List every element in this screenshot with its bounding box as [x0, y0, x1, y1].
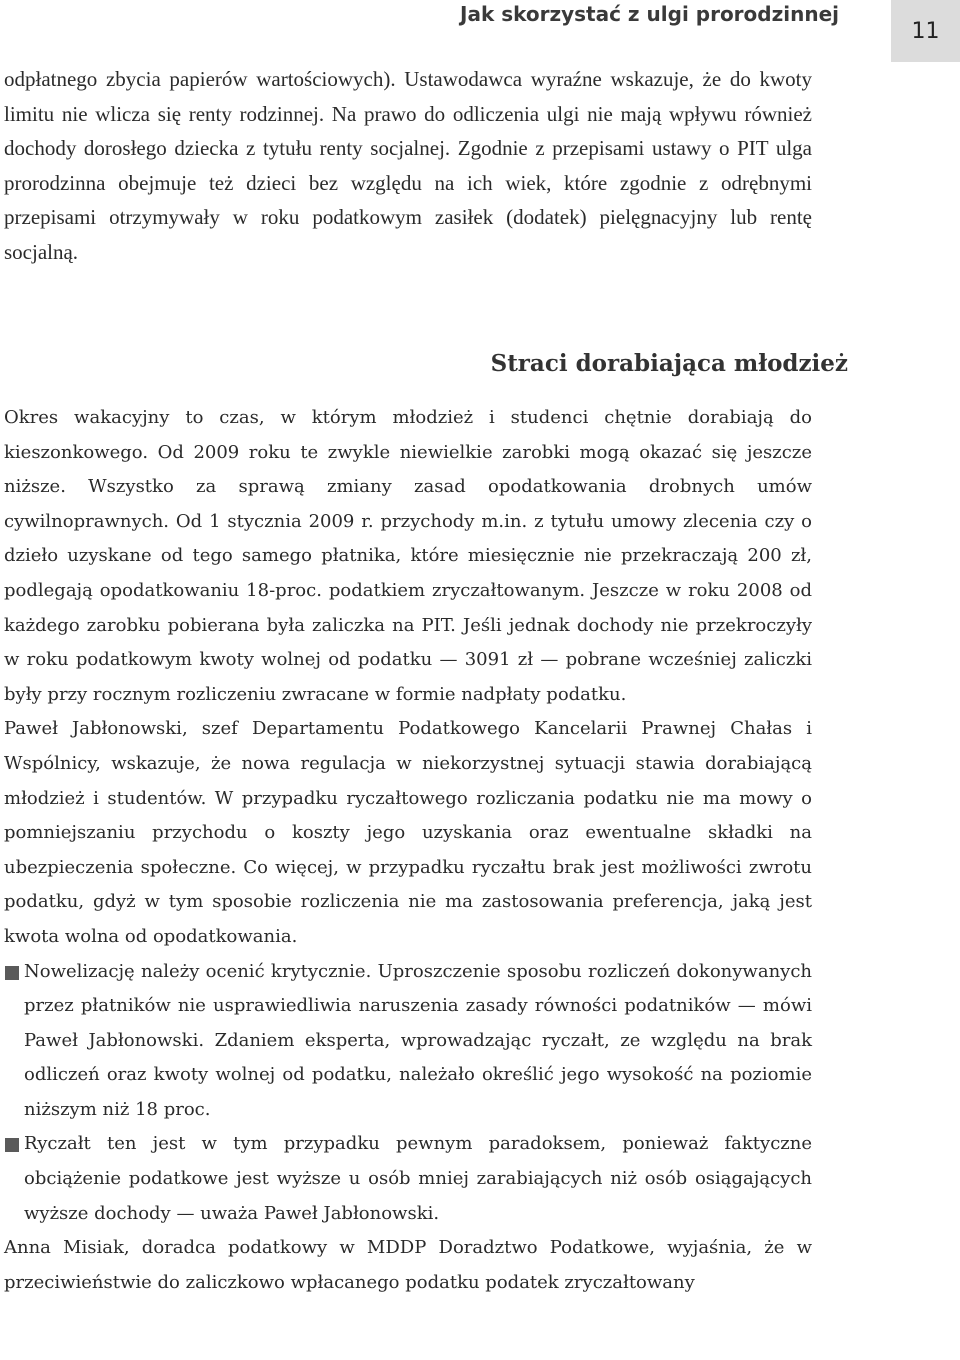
paragraph: Anna Misiak, doradca podatkowy w MDDP Doradztwo Podatkowe, wyjaśnia, że w przeciwieństwie do zaliczkowo wpłacanego podatku podatek zryczałtowany	[4, 1237, 812, 1293]
intro-paragraph: odpłatnego zbycia papierów wartościowych). Ustawodawca wyraźne wskazuje, że do kwoty limitu nie wlicza się renty rodzinnej. Na prawo do odliczenia ulgi nie mają wpływu również dochody dorosłego dziecka z tytułu renty socjalnej. Zgodnie z przepisami ustawy o PIT ulga prorodzinna obejmuje też dzieci bez względu na ich wiek, które zgodnie z odrębnymi przepisami otrzymywały w roku podatkowym zasiłek (dodatek) pielęgnacyjny lub rentę socjalną.	[4, 67, 812, 264]
section-body	[4, 401, 812, 1300]
page-number-tab	[891, 0, 960, 62]
running-header-title: Jak skorzystać z ulgi prorodzinnej	[460, 2, 839, 26]
bullet-square-icon	[5, 966, 19, 980]
bullet-text: Nowelizację należy ocenić krytycznie. Uproszczenie sposobu rozliczeń dokonywanych przez płatników nie usprawiedliwia naruszenia zasady równości podatników — mówi Paweł Jabłonowski. Zdaniem eksperta, wprowadzając ryczałt, ze względu na brak odliczeń oraz kwoty wolnej od podatku, należało określić jego wysokość na poziomie niższym niż 18 proc.	[24, 960, 812, 1120]
bullet-item	[4, 1127, 812, 1231]
intro-text	[4, 62, 812, 270]
page-number: 11	[911, 18, 940, 44]
bullet-text: Ryczałt ten jest w tym przypadku pewnym paradoksem, ponieważ faktyczne obciążenie podatkowe jest wyższe u osób mniej zarabiających niż osób osiągających wyższe dochody — uważa Paweł Jabłonowski.	[24, 1133, 812, 1224]
bullet-item	[4, 955, 812, 1128]
bullet-square-icon	[5, 1138, 19, 1152]
section-heading: Straci dorabiająca młodzież	[490, 350, 848, 377]
paragraph: Okres wakacyjny to czas, w którym młodzież i studenci chętnie dorabiają do kieszonkowego. Od 2009 roku te zwykle niewielkie zarobki mogą okazać się jeszcze niższe. Wszystko za sprawą zmiany zasad opodatkowania drobnych umów cywilnoprawnych. Od 1 stycznia 2009 r. przychody m.in. z tytułu umowy zlecenia czy o dzieło uzyskane od tego samego płatnika, które miesięcznie nie przekraczają 200 zł, podlegają opodatkowaniu 18-proc. podatkiem zryczałtowanym. Jeszcze w roku 2008 od każdego zarobku pobierana była zaliczka na PIT. Jeśli jednak dochody nie przekroczyły w roku podatkowym kwoty wolnej od podatku — 3091 zł — pobrane wcześniej zaliczki były przy rocznym rozliczeniu zwracane w formie nadpłaty podatku.	[4, 407, 812, 705]
paragraph: Paweł Jabłonowski, szef Departamentu Podatkowego Kancelarii Prawnej Chałas i Wspólnicy, wskazuje, że nowa regulacja w niekorzystnej sytuacji stawia dorabiającą młodzież i studentów. W przypadku ryczałtowego rozliczania podatku nie ma mowy o pomniejszaniu przychodu o koszty jego uzyskania oraz ewentualne składki na ubezpieczenia społeczne. Co więcej, w przypadku ryczałtu brak jest możliwości zwrotu podatku, gdyż w tym sposobie rozliczenia nie ma zastosowania preferencja, jaką jest kwota wolna od opodatkowania.	[4, 718, 812, 947]
